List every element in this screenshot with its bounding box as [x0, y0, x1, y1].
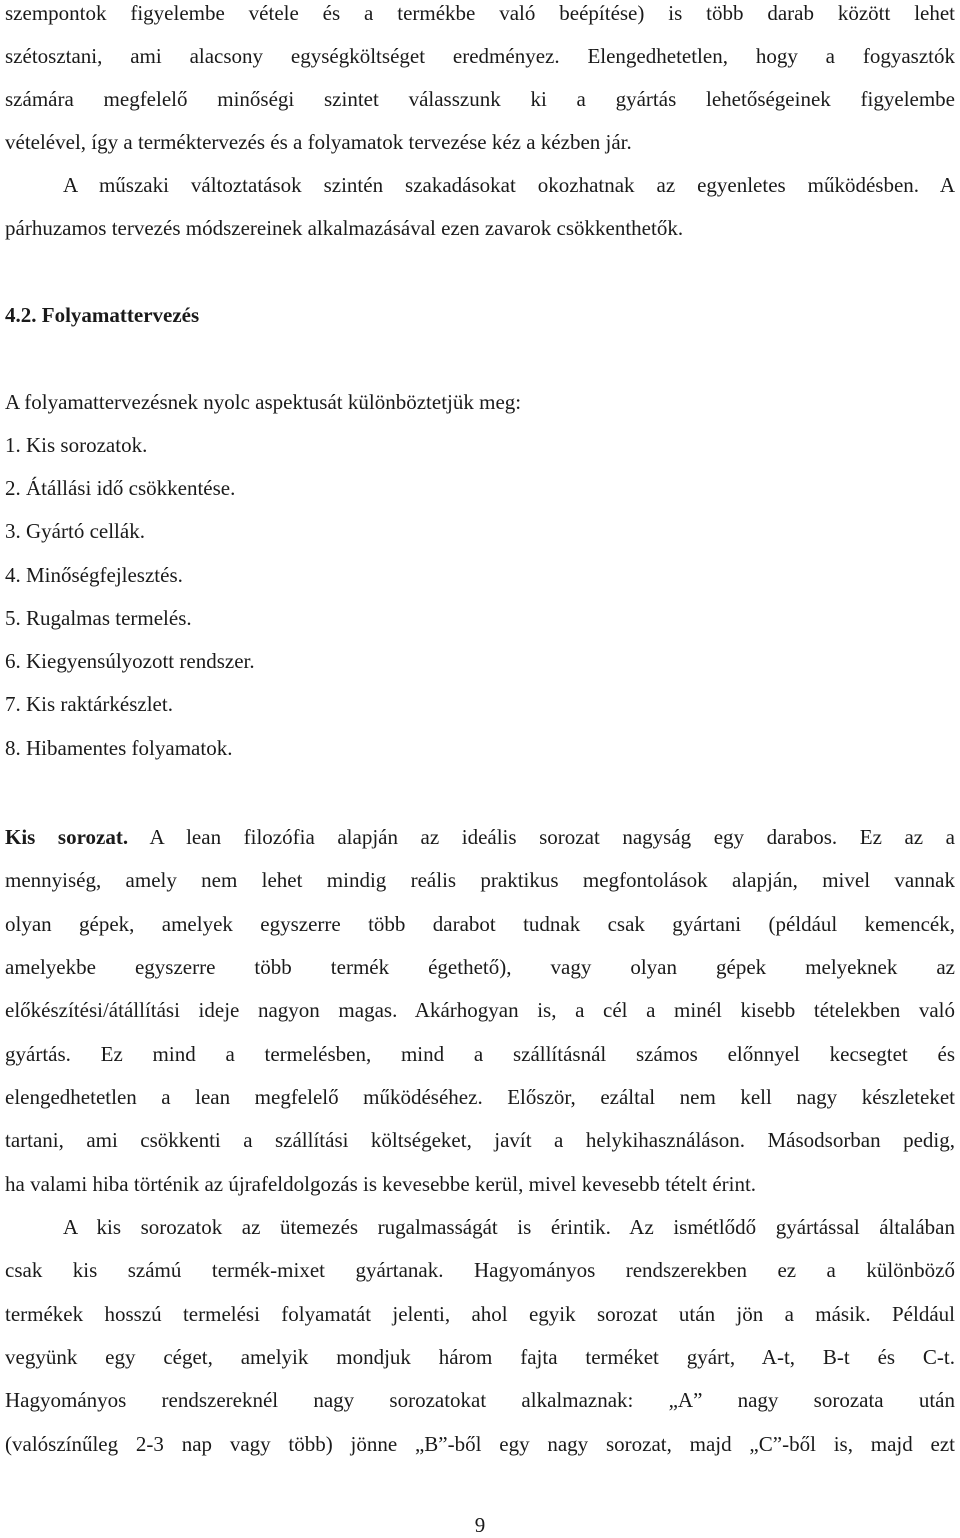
page-number: 9 — [474, 1513, 486, 1537]
list-item: 4. Minőségfejlesztés. — [5, 563, 183, 587]
paragraph-line: szempontok figyelembe vétele és a termékbe való beépítése) is több darab között lehet — [5, 1, 955, 25]
paragraph-line: gyártás. Ez mind a termelésben, mind a szállításnál számos előnnyel kecsegtet és — [5, 1042, 955, 1066]
list-item: 3. Gyártó cellák. — [5, 519, 145, 543]
paragraph-line: vegyünk egy céget, amelyik mondjuk három fajta terméket gyárt, A-t, B-t és C-t. — [5, 1345, 955, 1369]
run-in-heading: Kis sorozat. — [5, 825, 129, 849]
list-intro: A folyamattervezésnek nyolc aspektusát különböztetjük meg: — [5, 390, 522, 414]
paragraph-line: vételével, így a terméktervezés és a folyamatok tervezése kéz a kézben jár. — [5, 130, 632, 154]
list-item: 1. Kis sorozatok. — [5, 433, 148, 457]
paragraph-text: A lean filozófia alapján az ideális sorozat nagyság egy darabos. Ez az a — [149, 825, 955, 849]
paragraph-line: amelyekbe egyszerre több termék égethető), vagy olyan gépek melyeknek az — [5, 955, 955, 979]
list-item: 2. Átállási idő csökkentése. — [5, 476, 236, 500]
paragraph-line: elengedhetetlen a lean megfelelő működéséhez. Először, ezáltal nem kell nagy készleteket — [5, 1085, 955, 1109]
paragraph-line: előkészítési/átállítási ideje nagyon magas. Akárhogyan is, a cél a minél kisebb tételekben való — [5, 998, 955, 1022]
paragraph-line: olyan gépek, amelyek egyszerre több darabot tudnak csak gyártani (például kemencék, — [5, 912, 955, 936]
paragraph-line: A műszaki változtatások szintén szakadásokat okozhatnak az egyenletes működésben. A — [63, 173, 955, 197]
section-heading: 4.2. Folyamattervezés — [5, 303, 200, 327]
list-item: 8. Hibamentes folyamatok. — [5, 736, 233, 760]
paragraph-line: A kis sorozatok az ütemezés rugalmasságát is érintik. Az ismétlődő gyártással általában — [63, 1215, 955, 1239]
paragraph-line: párhuzamos tervezés módszereinek alkalmazásával ezen zavarok csökkenthetők. — [5, 216, 684, 240]
paragraph-line: tartani, ami csökkenti a szállítási költségeket, javít a helykihasználáson. Másodsorban pedig, — [5, 1128, 955, 1152]
list-item: 6. Kiegyensúlyozott rendszer. — [5, 649, 255, 673]
paragraph-line: ha valami hiba történik az újrafeldolgozás is kevesebbe kerül, mivel kevesebb tételt érint. — [5, 1172, 757, 1196]
paragraph-line — [5, 824, 955, 850]
paragraph-line: csak kis számú termék-mixet gyártanak. Hagyományos rendszerekben ez a különböző — [5, 1258, 955, 1282]
paragraph-line: mennyiség, amely nem lehet mindig reális praktikus megfontolások alapján, mivel vannak — [5, 868, 955, 892]
list-item: 5. Rugalmas termelés. — [5, 606, 192, 630]
list-item: 7. Kis raktárkészlet. — [5, 692, 173, 716]
paragraph-line: szétosztani, ami alacsony egységköltséget eredményez. Elengedhetetlen, hogy a fogyasztók — [5, 44, 955, 68]
paragraph-line: (valószínűleg 2-3 nap vagy több) jönne „B”-ből egy nagy sorozat, majd „C”-ből is, majd ezt — [5, 1432, 955, 1456]
paragraph-line: számára megfelelő minőségi szintet válasszunk ki a gyártás lehetőségeinek figyelembe — [5, 87, 955, 111]
paragraph-line: Hagyományos rendszereknél nagy sorozatokat alkalmaznak: „A” nagy sorozata után — [5, 1388, 955, 1412]
paragraph-line: termékek hosszú termelési folyamatát jelenti, ahol egyik sorozat után jön a másik. Például — [5, 1302, 955, 1326]
